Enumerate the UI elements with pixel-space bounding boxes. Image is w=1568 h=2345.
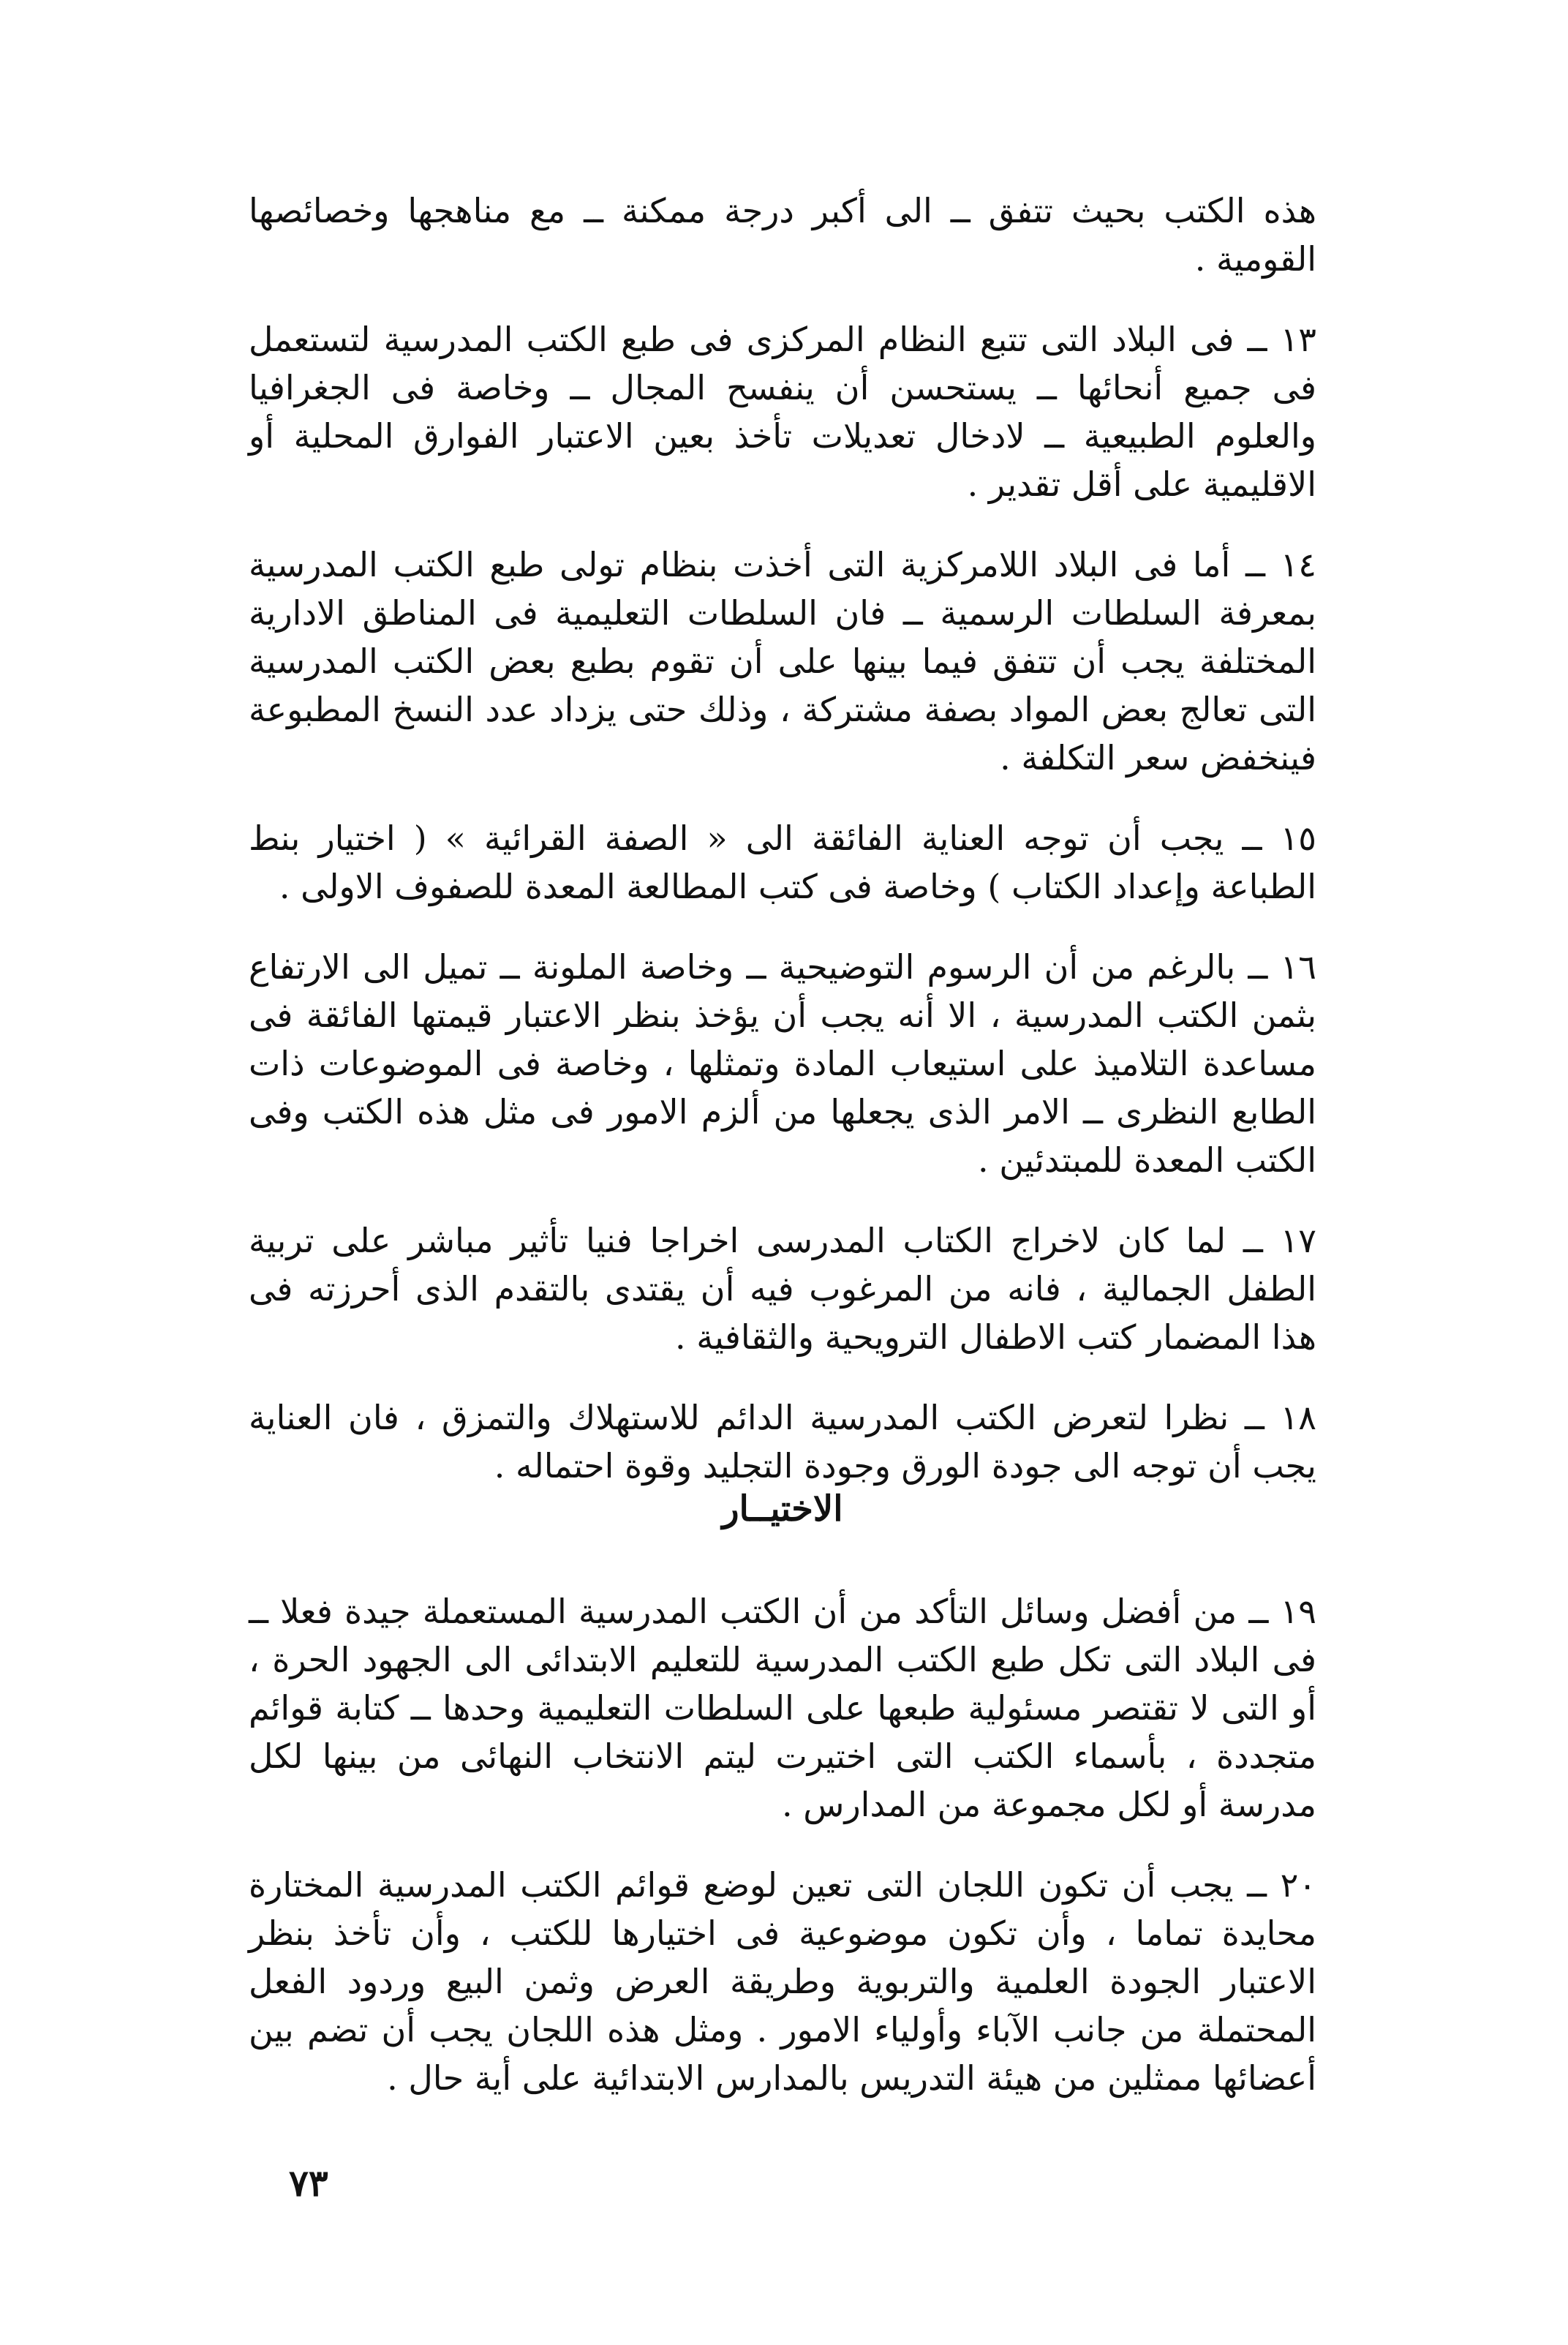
paragraph-16: ١٦ ــ بالرغم من أن الرسوم التوضيحية ــ وخاصة الملونة ــ تميل الى الارتفاع بثمن الكتب المدرسية ، الا أنه يجب أن يؤخذ بنظر الاعتبار قيمتها الفائقة فى مساعدة التلاميذ على استيعاب المادة وتمثلها ، وخاصة فى الموضوعات ذات الطابع النظرى ــ الامر الذى يجعلها من ألزم الامور فى مثل هذه الكتب وفى الكتب المعدة للمبتدئين . [249, 947, 1316, 1180]
lower-text-block [249, 1587, 1316, 2134]
section-heading: الاختيــار [722, 1488, 843, 1529]
paragraph-17: ١٧ ــ لما كان لاخراج الكتاب المدرسى اخراجا فنيا تأثير مباشر على تربية الطفل الجمالية ، فانه من المرغوب فيه أن يقتدى بالتقدم الذى أحرزته فى هذا المضمار كتب الاطفال الترويحية والثقافية . [249, 1221, 1316, 1357]
paragraph-20: ٢٠ ــ يجب أن تكون اللجان التى تعين لوضع قوائم الكتب المدرسية المختارة محايدة تماما ، وأن تكون موضوعية فى اختيارها للكتب ، وأن تأخذ بنظر الاعتبار الجودة العلمية والتربوية وطريقة العرض وثمن البيع وردود الفعل المحتملة من جانب الآباء وأولياء الامور . ومثل هذه اللجان يجب أن تضم بين أعضائها ممثلين من هيئة التدريس بالمدارس الابتدائية على أية حال . [249, 1865, 1316, 2098]
paragraph-14: ١٤ ــ أما فى البلاد اللامركزية التى أخذت بنظام تولى طبع الكتب المدرسية بمعرفة السلطات الرسمية ــ فان السلطات التعليمية فى المناطق الادارية المختلفة يجب أن تتفق فيما بينها على أن تقوم بطبع بعض الكتب المدرسية التى تعالج بعض المواد بصفة مشتركة ، وذلك حتى يزداد عدد النسخ المطبوعة فينخفض سعر التكلفة . [249, 545, 1316, 778]
paragraph-continuation: هذه الكتب بحيث تتفق ــ الى أكبر درجة ممكنة ــ مع مناهجها وخصائصها القومية . [249, 191, 1316, 279]
page-number: ٧٣ [289, 2161, 328, 2205]
paragraph-13: ١٣ ــ فى البلاد التى تتبع النظام المركزى فى طبع الكتب المدرسية لتستعمل فى جميع أنحائها ــ يستحسن أن ينفسح المجال ــ وخاصة فى الجغرافيا والعلوم الطبيعية ــ لادخال تعديلات تأخذ بعين الاعتبار الفوارق المحلية أو الاقليمية على أقل تقدير . [249, 320, 1316, 504]
upper-text-block [249, 187, 1316, 1522]
paragraph-19: ١٩ ــ من أفضل وسائل التأكد من أن الكتب المدرسية المستعملة جيدة فعلا ــ فى البلاد التى تكل طبع الكتب المدرسية للتعليم الابتدائى الى الجهود الحرة ، أو التى لا تقتصر مسئولية طبعها على السلطات التعليمية وحدها ــ كتابة قوائم متجددة ، بأسماء الكتب التى اختيرت ليتم الانتخاب النهائى من بينها لكل مدرسة أو لكل مجموعة من المدارس . [249, 1592, 1316, 1824]
paragraph-15: ١٥ ــ يجب أن توجه العناية الفائقة الى « الصفة القرائية » ( اختيار بنط الطباعة وإعداد الكتاب ) وخاصة فى كتب المطالعة المعدة للصفوف الاولى . [249, 818, 1316, 906]
paragraph-18: ١٨ ــ نظرا لتعرض الكتب المدرسية الدائم للاستهلاك والتمزق ، فان العناية يجب أن توجه الى جودة الورق وجودة التجليد وقوة احتماله . [249, 1398, 1316, 1486]
